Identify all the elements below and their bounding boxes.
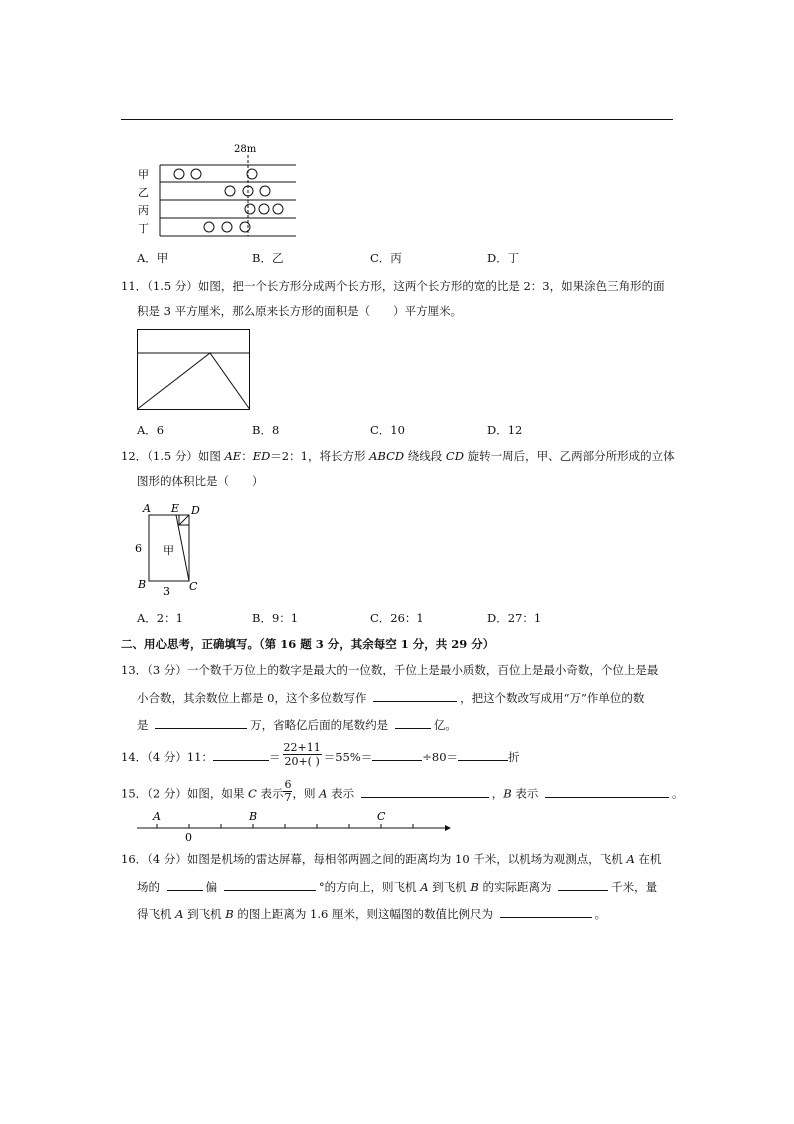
fig10-circle (225, 186, 235, 196)
q12-label-jia: 甲 (163, 544, 174, 557)
fig10-row-yi: 乙 (138, 186, 149, 199)
fig10-row-jia: 甲 (138, 168, 149, 181)
q16-line1: 16．（4 分）如图是机场的雷达屏幕，每相邻两圆之间的距离均为 10 千米，以机场为观测点，飞机 A 在机 (121, 852, 662, 866)
fig10-circle (222, 222, 232, 232)
q14-fraction-denominator[interactable]: 20+( ) (284, 755, 320, 768)
q11-line2: 积是 3 平方厘米，那么原来长方形的面积是（ ）平方厘米。 (137, 304, 463, 318)
q15-number-line (137, 808, 457, 844)
q12-label-c: C (189, 580, 198, 593)
q12-option-b[interactable]: B．9：1 (252, 611, 299, 625)
q11-figure (137, 329, 251, 411)
q13-line1: 13．（3 分）一个数千万位上的数字是最大的一位数，千位上是最小质数，百位上是最小奇数，个位上是最 (121, 663, 659, 677)
fig10-circle (247, 169, 257, 179)
header-rule (121, 119, 673, 120)
q10-option-b[interactable]: B．乙 (252, 251, 284, 265)
q14-blank-ratio[interactable] (213, 748, 269, 761)
section-2-heading: 二、用心思考，正确填写。（第 16 题 3 分，其余每空 1 分，共 29 分） (121, 637, 495, 651)
q10-figure (130, 140, 310, 240)
q12-option-c[interactable]: C．26：1 (370, 611, 424, 625)
q11-option-c[interactable]: C．10 (370, 423, 405, 437)
q14-blank-discount[interactable] (458, 748, 508, 761)
q15-axis-a: A (153, 810, 161, 823)
fig10-row-bing: 丙 (138, 204, 149, 217)
q12-label-b: B (138, 578, 147, 591)
q16-blank-direction-1[interactable] (167, 878, 203, 891)
q11-option-a[interactable]: A．6 (137, 423, 165, 437)
q12-label-a: A (143, 502, 151, 515)
q15-axis-b: B (249, 810, 258, 823)
q15-blank-a[interactable] (361, 785, 489, 798)
q13-line3: 是 万，省略亿后面的尾数约是 亿。 (137, 718, 457, 732)
q15-blank-b[interactable] (545, 785, 669, 798)
fig10-circle (245, 204, 255, 214)
q15-axis-zero: 0 (185, 831, 192, 844)
q12-option-d[interactable]: D．27：1 (487, 611, 542, 625)
q13-blank-yi[interactable] (395, 716, 431, 729)
fig10-circle (204, 222, 214, 232)
q10-option-d[interactable]: D．丁 (487, 251, 520, 265)
fig10-circle (260, 186, 270, 196)
q10-option-c[interactable]: C．丙 (370, 251, 402, 265)
q16-line2: 场的 偏 °的方向上，则飞机 A 到飞机 B 的实际距离为 千米，量 (137, 880, 658, 894)
q11-option-b[interactable]: B．8 (252, 423, 280, 437)
q10-option-a[interactable]: A．甲 (137, 251, 169, 265)
q11-option-d[interactable]: D．12 (487, 423, 523, 437)
q14-line: 14．（4 分）11： ＝ $\frac{22+11}{20+( )}$ ＝55%＝ ÷80＝ 折 (121, 741, 520, 768)
fig10-circle (191, 169, 201, 179)
q13-blank-wan[interactable] (155, 716, 247, 729)
q12-label-side: 6 (135, 542, 142, 555)
q12-option-a[interactable]: A．2：1 (137, 611, 183, 625)
fig10-circle (174, 169, 184, 179)
q12-label-e: E (171, 502, 180, 515)
q13-blank-number[interactable] (373, 689, 457, 702)
q16-blank-angle[interactable] (224, 878, 316, 891)
q13-line2: 小合数，其余数位上都是 0，这个多位数写作 ，把这个数改写成用“万”作单位的数 (137, 691, 645, 705)
q12-line1: 12．（1.5 分）如图 AE：ED＝2：1，将长方形 ABCD 绕线段 CD 旋转一周后，甲、乙两部分所形成的立体 (121, 449, 675, 463)
fig10-row-ding: 丁 (138, 222, 149, 235)
q12-line2: 图形的体积比是（ ） (137, 474, 264, 488)
q12-label-bottom: 3 (163, 585, 170, 598)
fig10-circle (259, 204, 269, 214)
q15-line: 15．（2 分）如图，如果 C 表示 $\frac{6}{7}$ ，则 A 表示 ，B 表示 。 (121, 778, 684, 804)
q15-axis-c: C (377, 810, 386, 823)
q14-fraction-numerator: 22+11 (283, 741, 321, 754)
fig10-label-top: 28m (234, 144, 257, 155)
q14-blank-dividend[interactable] (372, 748, 422, 761)
q16-blank-distance[interactable] (558, 878, 608, 891)
q16-line3: 得飞机 A 到飞机 B 的图上距离为 1.6 厘米，则这幅图的数值比例尺为 。 (137, 907, 607, 921)
q12-figure (133, 500, 213, 598)
fig10-circle (273, 204, 283, 214)
q11-line1: 11．（1.5 分）如图，把一个长方形分成两个长方形，这两个长方形的宽的比是 2：3，如果涂色三角形的面 (121, 279, 665, 293)
q12-label-d: D (191, 504, 200, 517)
q16-blank-scale[interactable] (500, 905, 592, 918)
